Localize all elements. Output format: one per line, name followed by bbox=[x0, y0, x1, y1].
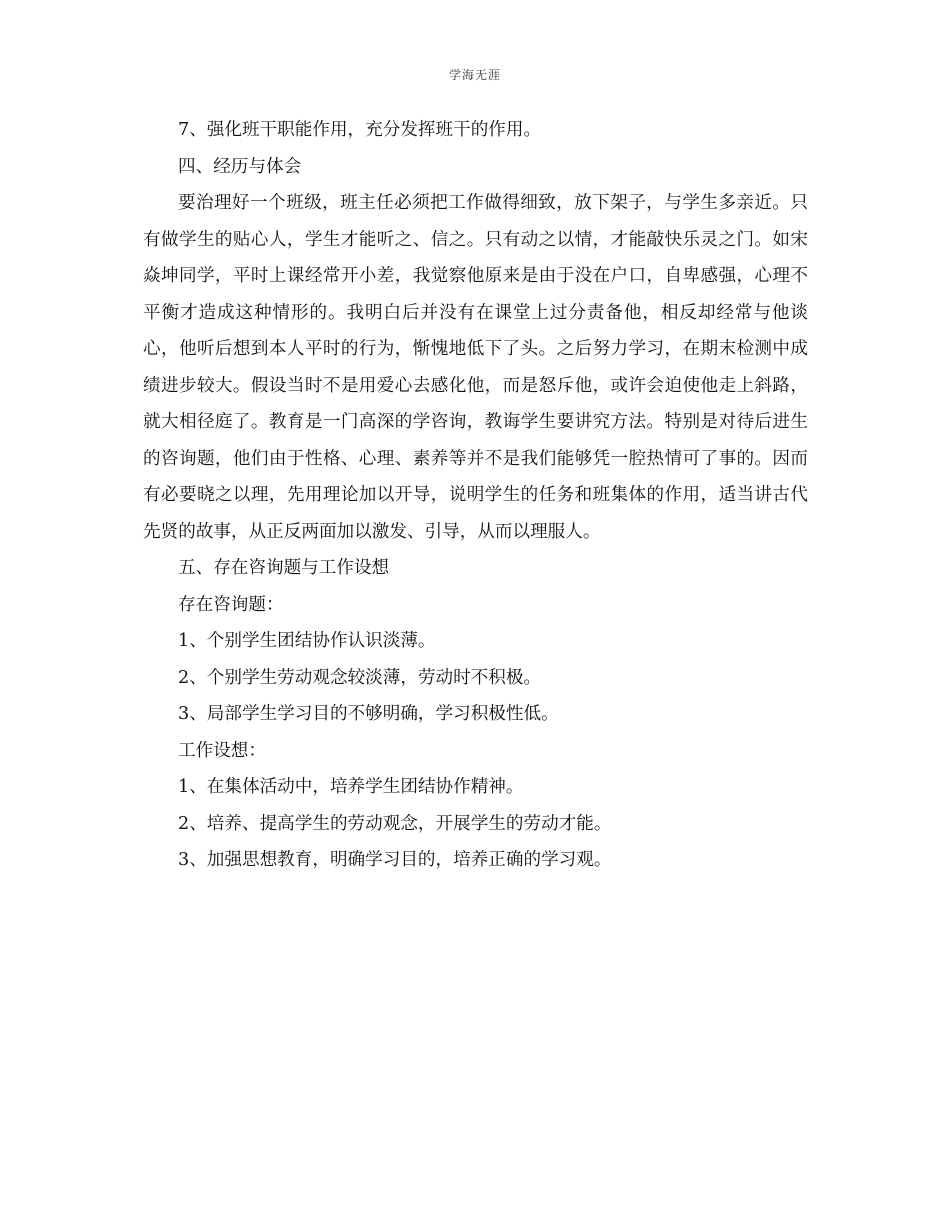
problem-item-1: 1、个别学生团结协作认识淡薄。 bbox=[178, 631, 436, 651]
subheading-plans: 工作设想： bbox=[178, 740, 266, 761]
section-heading-experience: 四、经历与体会 bbox=[178, 156, 302, 177]
section-heading-problems-plans: 五、存在咨询题与工作设想 bbox=[178, 558, 390, 578]
problem-item-3: 3、局部学生学习目的不够明确，学习积极性低。 bbox=[178, 704, 559, 724]
paragraph-item-7: 7、强化班干职能作用，充分发挥班干的作用。 bbox=[178, 120, 542, 140]
plan-item-1: 1、在集体活动中，培养学生团结协作精神。 bbox=[178, 777, 524, 797]
plan-item-3: 3、加强思想教育，明确学习目的，培养正确的学习观。 bbox=[178, 850, 612, 870]
paragraph-experience: 要治理好一个班级，班主任必须把工作做得细致，放下架子，与学生多亲近。只有做学生的贴心人，学生才能听之、信之。只有动之以情，才能敲快乐灵之门。如宋焱坤同学，平时上课经常开小差，我觉察他原来是由于没在户口，自卑感强，心理不平衡才造成这种情形的。我明白后并没有在课堂上过分责备他，相反却经常与他谈心，他听后想到本人平时的行为，惭愧地低下了头。之后努力学习，在期末检测中成绩进步较大。假设当时不是用爱心去感化他，而是怒斥他，或许会迫使他走上斜路，就大相径庭了。教育是一门高深的学咨询，教诲学生要讲究方法。特别是对待后进生的咨询题，他们由于性格、心理、素养等并不是我们能够凭一腔热情可了事的。因而有必要晓之以理，先用理论加以开导，说明学生的任务和班集体的作用，适当讲古代先贤的故事，从正反两面加以激发、引导，从而以理服人。 bbox=[143, 193, 808, 542]
document-body bbox=[143, 112, 808, 879]
page-header: 学海无涯 bbox=[448, 68, 501, 82]
problem-item-2: 2、个别学生劳动观念较淡薄，劳动时不积极。 bbox=[178, 667, 542, 688]
plan-item-2: 2、培养、提高学生的劳动观念，开展学生的劳动才能。 bbox=[178, 813, 612, 834]
subheading-problems: 存在咨询题： bbox=[178, 594, 284, 615]
